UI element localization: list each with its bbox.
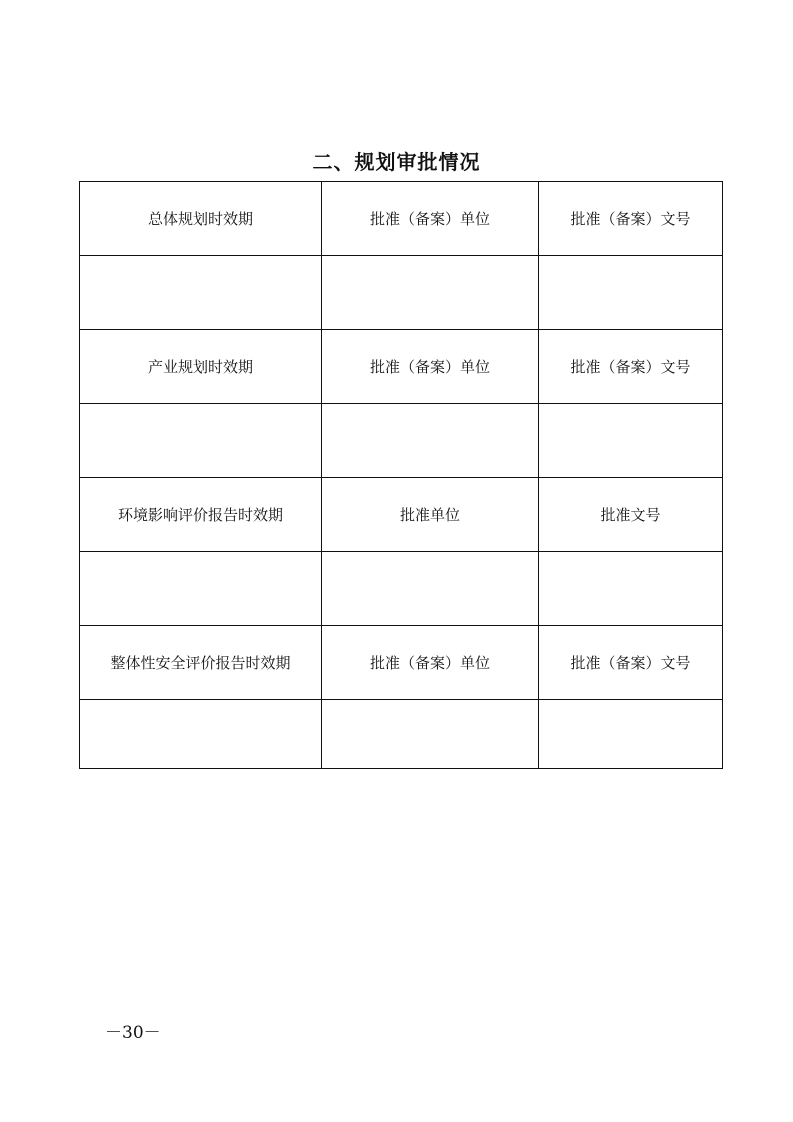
table-row-eia-report-header [80, 478, 723, 552]
safety-report-approval-number-label: 批准（备案）文号 [539, 626, 723, 700]
table-row-eia-report-values [80, 552, 723, 626]
industry-plan-approval-number-label: 批准（备案）文号 [539, 330, 723, 404]
eia-report-validity-cell[interactable] [80, 552, 322, 626]
planning-approval-table [79, 181, 723, 769]
table-row-industry-plan-header [80, 330, 723, 404]
eia-report-approval-unit-label: 批准单位 [322, 478, 539, 552]
table-row-industry-plan-values [80, 404, 723, 478]
safety-report-approval-number-cell[interactable] [539, 700, 723, 769]
safety-report-approval-unit-label: 批准（备案）单位 [322, 626, 539, 700]
industry-plan-validity-cell[interactable] [80, 404, 322, 478]
overall-plan-validity-cell[interactable] [80, 256, 322, 330]
industry-plan-approval-unit-cell[interactable] [322, 404, 539, 478]
safety-report-approval-unit-cell[interactable] [322, 700, 539, 769]
safety-report-validity-cell[interactable] [80, 700, 322, 769]
eia-report-approval-unit-cell[interactable] [322, 552, 539, 626]
eia-report-approval-number-cell[interactable] [539, 552, 723, 626]
eia-report-approval-number-label: 批准文号 [539, 478, 723, 552]
page-number: －30－ [105, 1023, 161, 1043]
industry-plan-approval-unit-label: 批准（备案）单位 [322, 330, 539, 404]
overall-plan-approval-number-label: 批准（备案）文号 [539, 182, 723, 256]
overall-plan-approval-unit-label: 批准（备案）单位 [322, 182, 539, 256]
industry-plan-approval-number-cell[interactable] [539, 404, 723, 478]
table-row-safety-report-values [80, 700, 723, 769]
overall-plan-approval-number-cell[interactable] [539, 256, 723, 330]
industry-plan-validity-label: 产业规划时效期 [80, 330, 322, 404]
section-title: 二、规划审批情况 [312, 150, 481, 174]
table-row-overall-plan-header [80, 182, 723, 256]
table-row-safety-report-header [80, 626, 723, 700]
safety-report-validity-label: 整体性安全评价报告时效期 [80, 626, 322, 700]
table-row-overall-plan-values [80, 256, 723, 330]
overall-plan-validity-label: 总体规划时效期 [80, 182, 322, 256]
overall-plan-approval-unit-cell[interactable] [322, 256, 539, 330]
eia-report-validity-label: 环境影响评价报告时效期 [80, 478, 322, 552]
